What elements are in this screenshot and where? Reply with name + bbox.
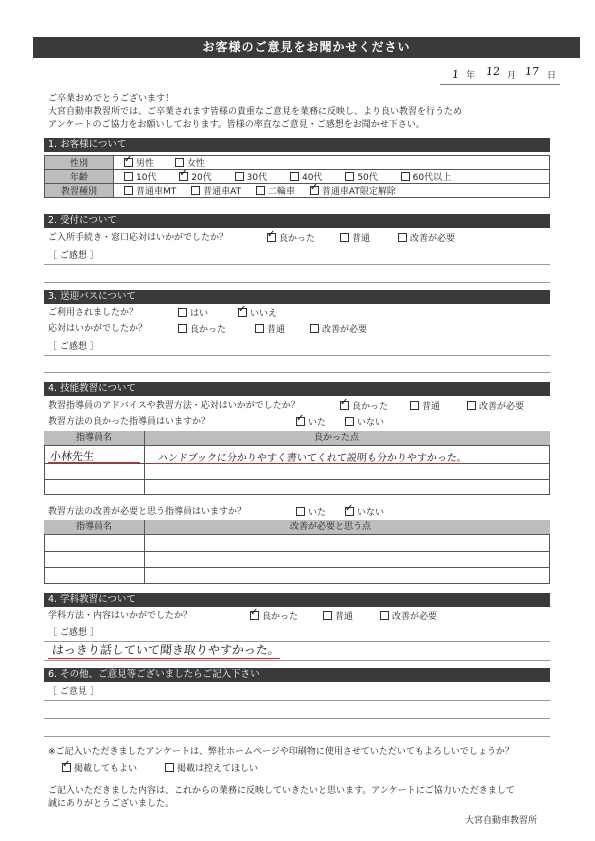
academic-comment-label: ［ ご感想 ］ (48, 628, 99, 638)
good-table-col-name: 指導員名 (76, 433, 113, 443)
checkbox-checked[interactable] (179, 172, 188, 181)
checkbox[interactable] (323, 611, 332, 620)
intro-line-2: 大宮自動車教習所では、ご卒業されます皆様の貴重なご意見を業務に反映し、より良い教習を行うため (48, 107, 463, 117)
checkbox[interactable] (178, 308, 187, 317)
good-instructor-yes[interactable]: ✓ いた (296, 416, 326, 429)
date-underline (440, 84, 560, 85)
date-year-unit: 年 (466, 71, 476, 81)
age-40s[interactable]: 40代 (290, 173, 322, 183)
comment-line[interactable] (44, 282, 550, 283)
age-20s[interactable]: ✓ 20代 (179, 173, 211, 183)
section-5-heading: 4. 学科教習について (44, 593, 550, 607)
reception-question: ご入所手続き・窓口応対はいかがでしたか？ (48, 233, 229, 243)
closing-line-1: ご記入いただきました内容は、これからの業務に反映していきたいと思います。アンケートにご協力いただきまして (48, 786, 515, 796)
checkbox-checked[interactable] (62, 763, 71, 772)
checkbox-checked[interactable] (310, 186, 319, 195)
bus-service-normal[interactable]: 普通 (255, 323, 285, 336)
checkbox[interactable] (410, 401, 419, 410)
section-6-heading: 6. その他、ご意見等ございましたらご記入下さい (44, 668, 550, 682)
age-50s[interactable]: 50代 (345, 173, 377, 183)
bad-table-col-name: 指導員名 (76, 522, 113, 532)
course-at-release[interactable]: ✓ 普通車AT限定解除 (310, 187, 396, 197)
red-underline (48, 462, 140, 463)
table-column-divider (144, 520, 145, 584)
other-comment-label: ［ ご意見 ］ (48, 687, 99, 697)
good-table-col-point: 良かった点 (314, 433, 360, 443)
checkbox[interactable] (235, 172, 244, 181)
bad-table-col-point: 改善が必要と思う点 (290, 522, 372, 532)
bad-instructor-no[interactable]: ✓ いない (345, 506, 384, 519)
table-row-divider (44, 479, 550, 480)
age-10s[interactable]: 10代 (124, 173, 156, 183)
checkbox-checked[interactable] (345, 507, 354, 516)
comment-line[interactable] (44, 718, 550, 719)
gender-male[interactable]: ✓ 男性 (124, 159, 154, 169)
comment-line[interactable] (44, 372, 550, 373)
closing-line-2: 誠にありがとうございました。 (48, 799, 175, 809)
date-year[interactable]: 1 (451, 68, 460, 81)
bus-usage-question: ご利用されましたか？ (48, 308, 139, 318)
comment-line[interactable] (44, 264, 550, 265)
table-row-divider (44, 567, 550, 568)
academic-question: 学科方法・内容はいかがでしたか？ (48, 611, 193, 621)
gender-female[interactable]: 女性 (175, 159, 205, 169)
checkbox[interactable] (401, 172, 410, 181)
academic-good[interactable]: ✓ 良かった (250, 610, 298, 623)
checkbox[interactable] (178, 324, 187, 333)
bad-instructor-yes[interactable]: いた (296, 506, 326, 519)
checkbox[interactable] (175, 158, 184, 167)
bus-service-good[interactable]: 良かった (178, 323, 226, 336)
section-3-heading: 3. 送迎バスについて (44, 290, 550, 304)
customer-info-table (44, 155, 550, 198)
checkbox[interactable] (467, 401, 476, 410)
checkbox[interactable] (398, 233, 407, 242)
date-day-unit: 日 (547, 71, 557, 81)
instructor-question: 教習指導員のアドバイスや教習方法・応対はいかがでしたか？ (48, 401, 300, 411)
checkbox[interactable] (296, 507, 305, 516)
date-month[interactable]: 12 (485, 65, 501, 78)
good-instructor-name[interactable]: 小林先生 (49, 450, 95, 463)
age-60s[interactable]: 60代以上 (401, 173, 451, 183)
checkbox[interactable] (310, 324, 319, 333)
good-instructor-no[interactable]: いない (345, 416, 384, 429)
checkbox[interactable] (345, 172, 354, 181)
instructor-normal[interactable]: 普通 (410, 400, 440, 413)
table-row-divider (44, 551, 550, 552)
bad-instructor-question: 教習方法の改善が必要と思う指導員はいますか？ (48, 507, 247, 517)
intro-line-1: ご卒業おめでとうございます！ (48, 94, 175, 104)
reception-normal[interactable]: 普通 (340, 232, 370, 245)
comment-line[interactable] (44, 660, 550, 661)
red-underline (48, 658, 280, 659)
comment-line[interactable] (44, 700, 550, 701)
checkbox[interactable] (290, 172, 299, 181)
survey-title: お客様のご意見をお聞かせください (33, 37, 580, 58)
checkbox-checked[interactable] (340, 401, 349, 410)
instructor-needs-improvement[interactable]: 改善が必要 (467, 400, 524, 413)
reception-needs-improvement[interactable]: 改善が必要 (398, 232, 455, 245)
age-label: 年齢 (45, 170, 114, 184)
instructor-good[interactable]: ✓ 良かった (340, 400, 388, 413)
date-month-unit: 月 (507, 71, 517, 81)
section-4-heading: 4. 技能教習について (44, 382, 550, 396)
checkbox-checked[interactable] (238, 308, 247, 317)
good-instructor-point[interactable]: ハンドブックに分かりやすく書いてくれて説明も分かりやすかった。 (157, 453, 468, 464)
age-30s[interactable]: 30代 (235, 173, 267, 183)
checkbox[interactable] (256, 186, 265, 195)
checkbox[interactable] (124, 186, 133, 195)
bus-comment-label: ［ ご感想 ］ (48, 342, 99, 352)
academic-needs-improvement[interactable]: 改善が必要 (380, 610, 437, 623)
section-1-heading: 1. お客様について (44, 138, 550, 152)
course-mt[interactable]: 普通車MT (124, 187, 176, 197)
checkbox-checked[interactable] (124, 158, 133, 167)
checkbox-checked[interactable] (267, 233, 276, 242)
course-type-label: 教習種別 (45, 184, 114, 198)
red-underline (150, 463, 462, 464)
good-instructor-question: 教習方法の良かった指導員はいますか？ (48, 417, 211, 427)
course-at[interactable]: 普通車AT (191, 187, 241, 197)
comment-line[interactable] (44, 355, 550, 356)
checkbox[interactable] (124, 172, 133, 181)
bus-usage-yes[interactable]: はい (178, 307, 208, 320)
checkbox-checked[interactable] (250, 611, 259, 620)
reception-comment-label: ［ ご感想 ］ (48, 251, 99, 261)
gender-label: 性別 (45, 156, 114, 170)
checkbox[interactable] (380, 611, 389, 620)
consent-allow[interactable]: ✓掲載してもよい (62, 762, 137, 775)
bus-service-question: 応対はいかがでしたか？ (48, 324, 148, 334)
date-day[interactable]: 17 (524, 65, 540, 78)
comment-line[interactable] (44, 736, 550, 737)
consent-decline[interactable]: 掲載は控えてほしい (165, 762, 258, 775)
reception-good[interactable]: ✓ 良かった (267, 232, 315, 245)
good-table-header (44, 431, 550, 446)
checkbox[interactable] (340, 233, 349, 242)
consent-question: ※ご記入いただきましたアンケートは、弊社ホームページや印刷物に使用させていただいてもよろしいでしょうか？ (48, 747, 514, 757)
checkbox[interactable] (255, 324, 264, 333)
section-2-heading: 2. 受付について (44, 214, 550, 228)
academic-normal[interactable]: 普通 (323, 610, 353, 623)
academic-comment[interactable]: はっきり話していて聞き取りやすかった。 (51, 643, 281, 657)
checkbox[interactable] (165, 763, 174, 772)
intro-line-3: アンケートのご協力をお願いしております。皆様の率直なご意見・ご感想をお聞かせ下さい。 (48, 120, 425, 130)
checkbox[interactable] (345, 417, 354, 426)
course-motorcycle[interactable]: 二輪車 (256, 187, 295, 197)
checkbox[interactable] (191, 186, 200, 195)
school-name: 大宮自動車教習所 (465, 816, 538, 826)
bus-service-needs-improvement[interactable]: 改善が必要 (310, 323, 367, 336)
checkbox-checked[interactable] (296, 417, 305, 426)
bus-usage-no[interactable]: ✓ いいえ (238, 307, 277, 320)
